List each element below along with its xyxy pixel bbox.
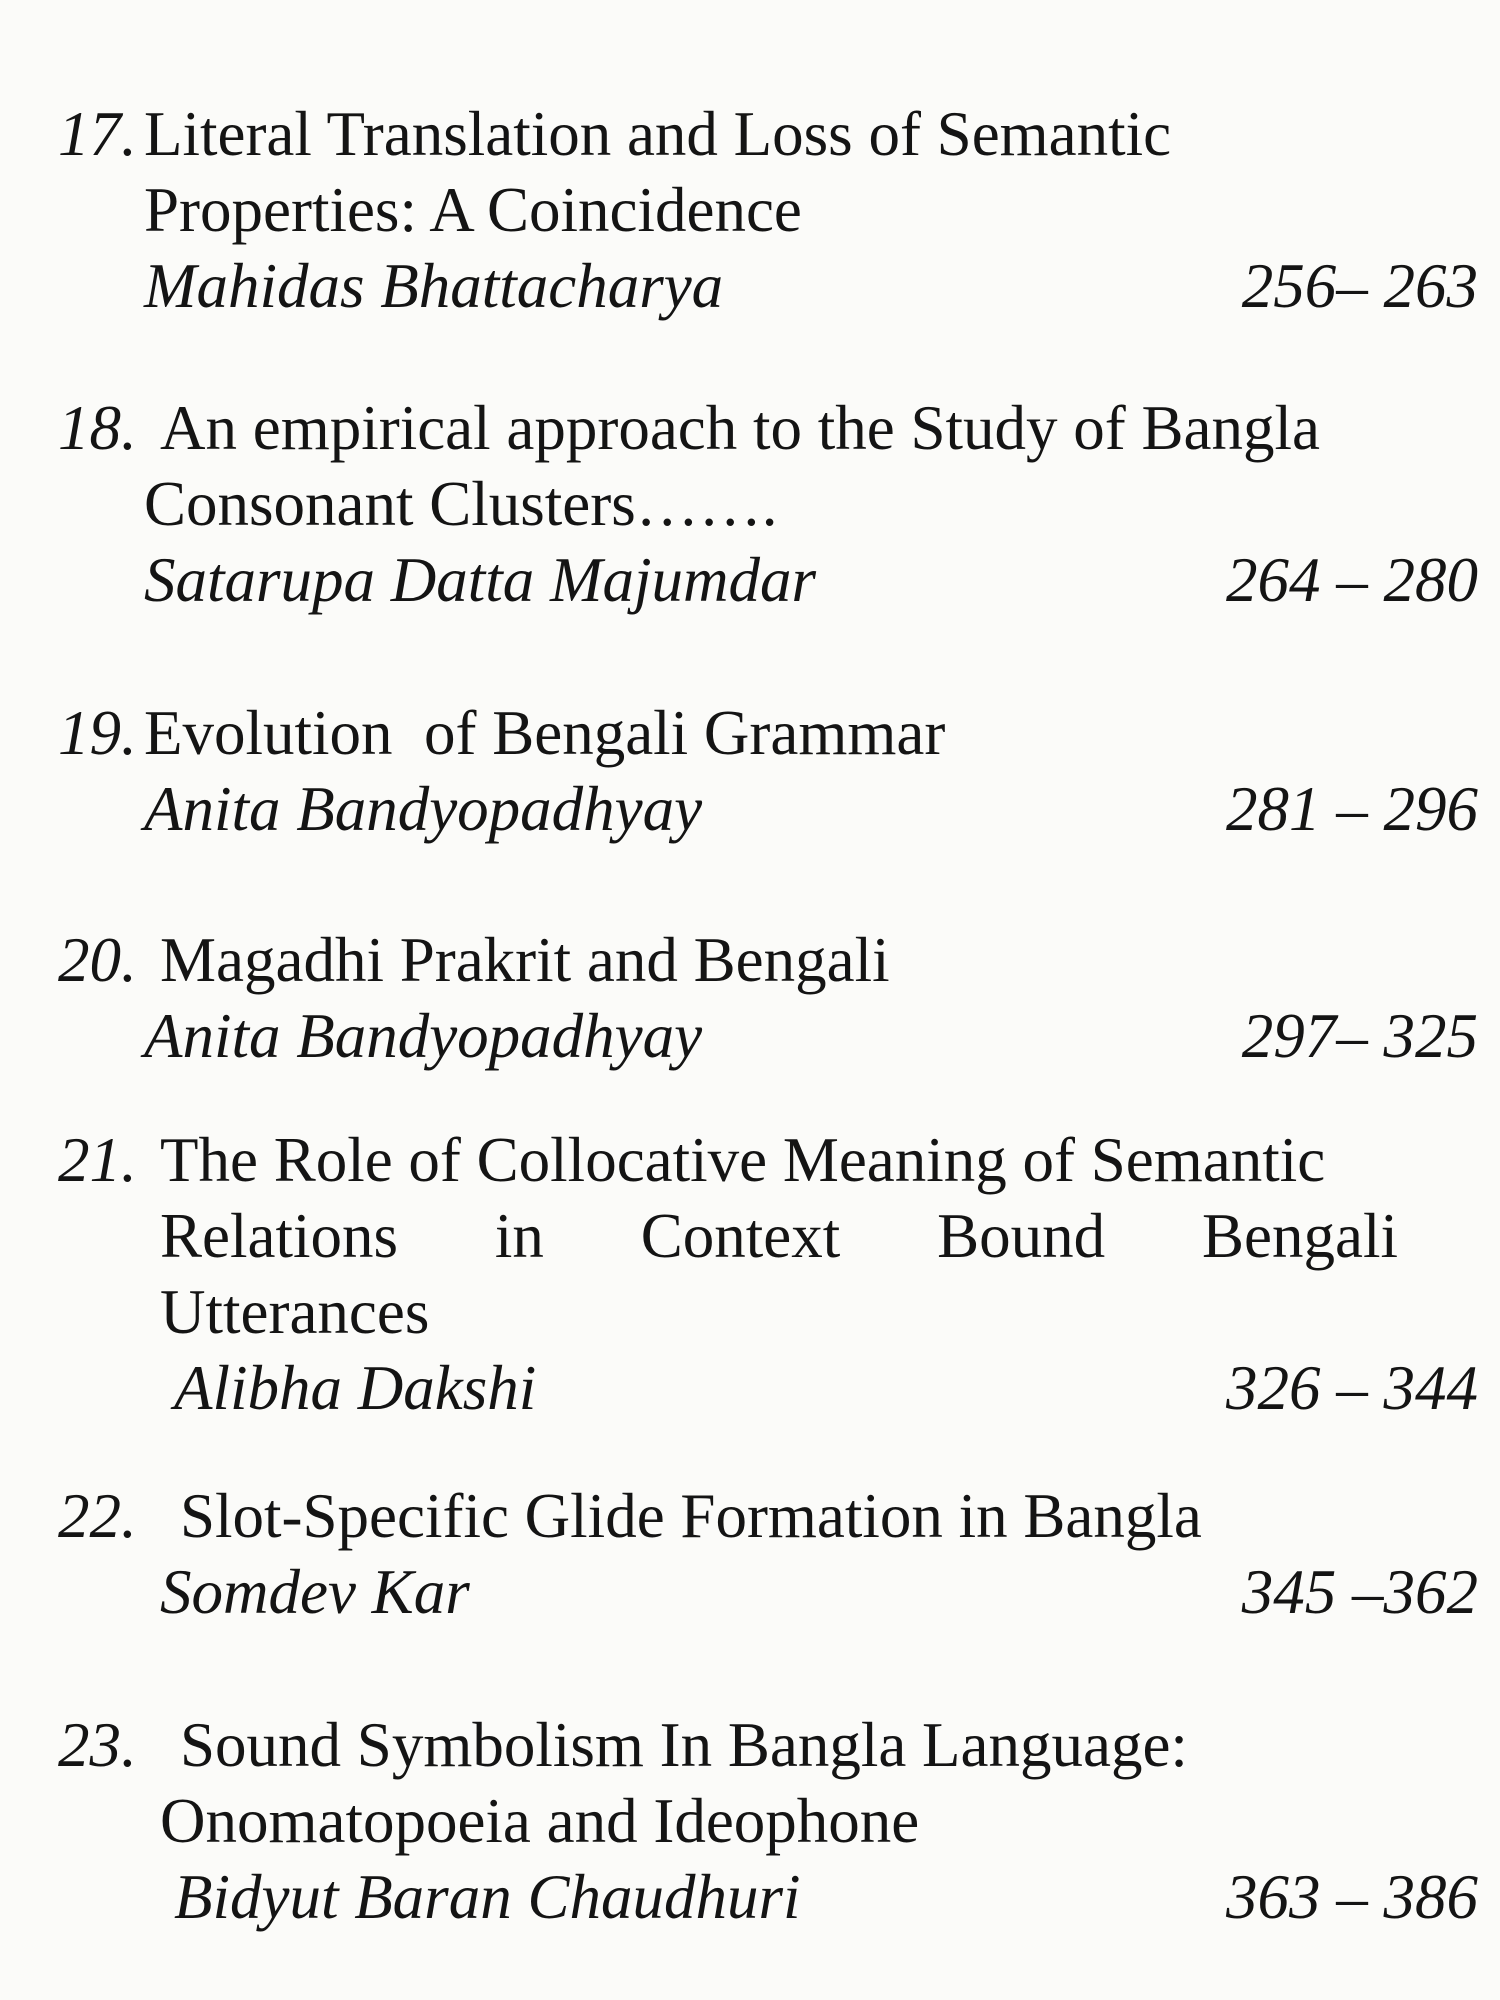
entry-author: Satarupa Datta Majumdar [144, 545, 817, 615]
entry-title-line-1: An empirical approach to the Study of Bangla [160, 393, 1320, 463]
entry-page-range: 264 – 280 [1226, 545, 1478, 615]
entry-title-line-1: Literal Translation and Loss of Semantic [144, 99, 1172, 169]
title-word: Context [640, 1201, 841, 1271]
entry-author: Anita Bandyopadhyay [144, 1001, 703, 1071]
entry-number: 21. [58, 1125, 137, 1195]
entry-title-line-1: Evolution of Bengali Grammar [144, 698, 946, 768]
entry-page-range: 297– 325 [1241, 1001, 1478, 1071]
entry-title-line-1: Slot-Specific Glide Formation in Bangla [180, 1481, 1202, 1551]
entry-number: 18. [58, 393, 137, 463]
entry-title-line-2: Properties: A Coincidence [144, 175, 802, 245]
entry-page-range: 281 – 296 [1226, 774, 1478, 844]
entry-number: 19. [58, 698, 137, 768]
entry-author: Mahidas Bhattacharya [144, 251, 724, 321]
entry-title-line-2: Consonant Clusters……. [144, 469, 778, 539]
title-word: Bound [937, 1201, 1106, 1271]
entry-title-line-1: Sound Symbolism In Bangla Language: [180, 1710, 1188, 1780]
entry-author: Anita Bandyopadhyay [144, 774, 703, 844]
entry-author: Alibha Dakshi [174, 1353, 537, 1423]
entry-page-range: 345 –362 [1241, 1557, 1478, 1627]
entry-title-line-1: Magadhi Prakrit and Bengali [160, 925, 890, 995]
entry-page-range: 256– 263 [1241, 251, 1478, 321]
entry-number: 23. [58, 1710, 137, 1780]
entry-number: 17. [58, 99, 137, 169]
entry-title-line-2: Onomatopoeia and Ideophone [160, 1786, 920, 1856]
entry-title-line-3: Utterances [160, 1277, 430, 1347]
entry-author: Bidyut Baran Chaudhuri [174, 1862, 801, 1932]
title-word: Relations [160, 1201, 398, 1271]
entry-title-line-1: The Role of Collocative Meaning of Semantic [160, 1125, 1326, 1195]
title-word: in [494, 1201, 544, 1271]
entry-author: Somdev Kar [160, 1557, 470, 1627]
entry-number: 22. [58, 1481, 137, 1551]
entry-title-line-2 [160, 1198, 1398, 1274]
entry-page-range: 363 – 386 [1226, 1862, 1478, 1932]
title-word: Bengali [1202, 1201, 1398, 1271]
entry-page-range: 326 – 344 [1226, 1353, 1478, 1423]
entry-number: 20. [58, 925, 137, 995]
